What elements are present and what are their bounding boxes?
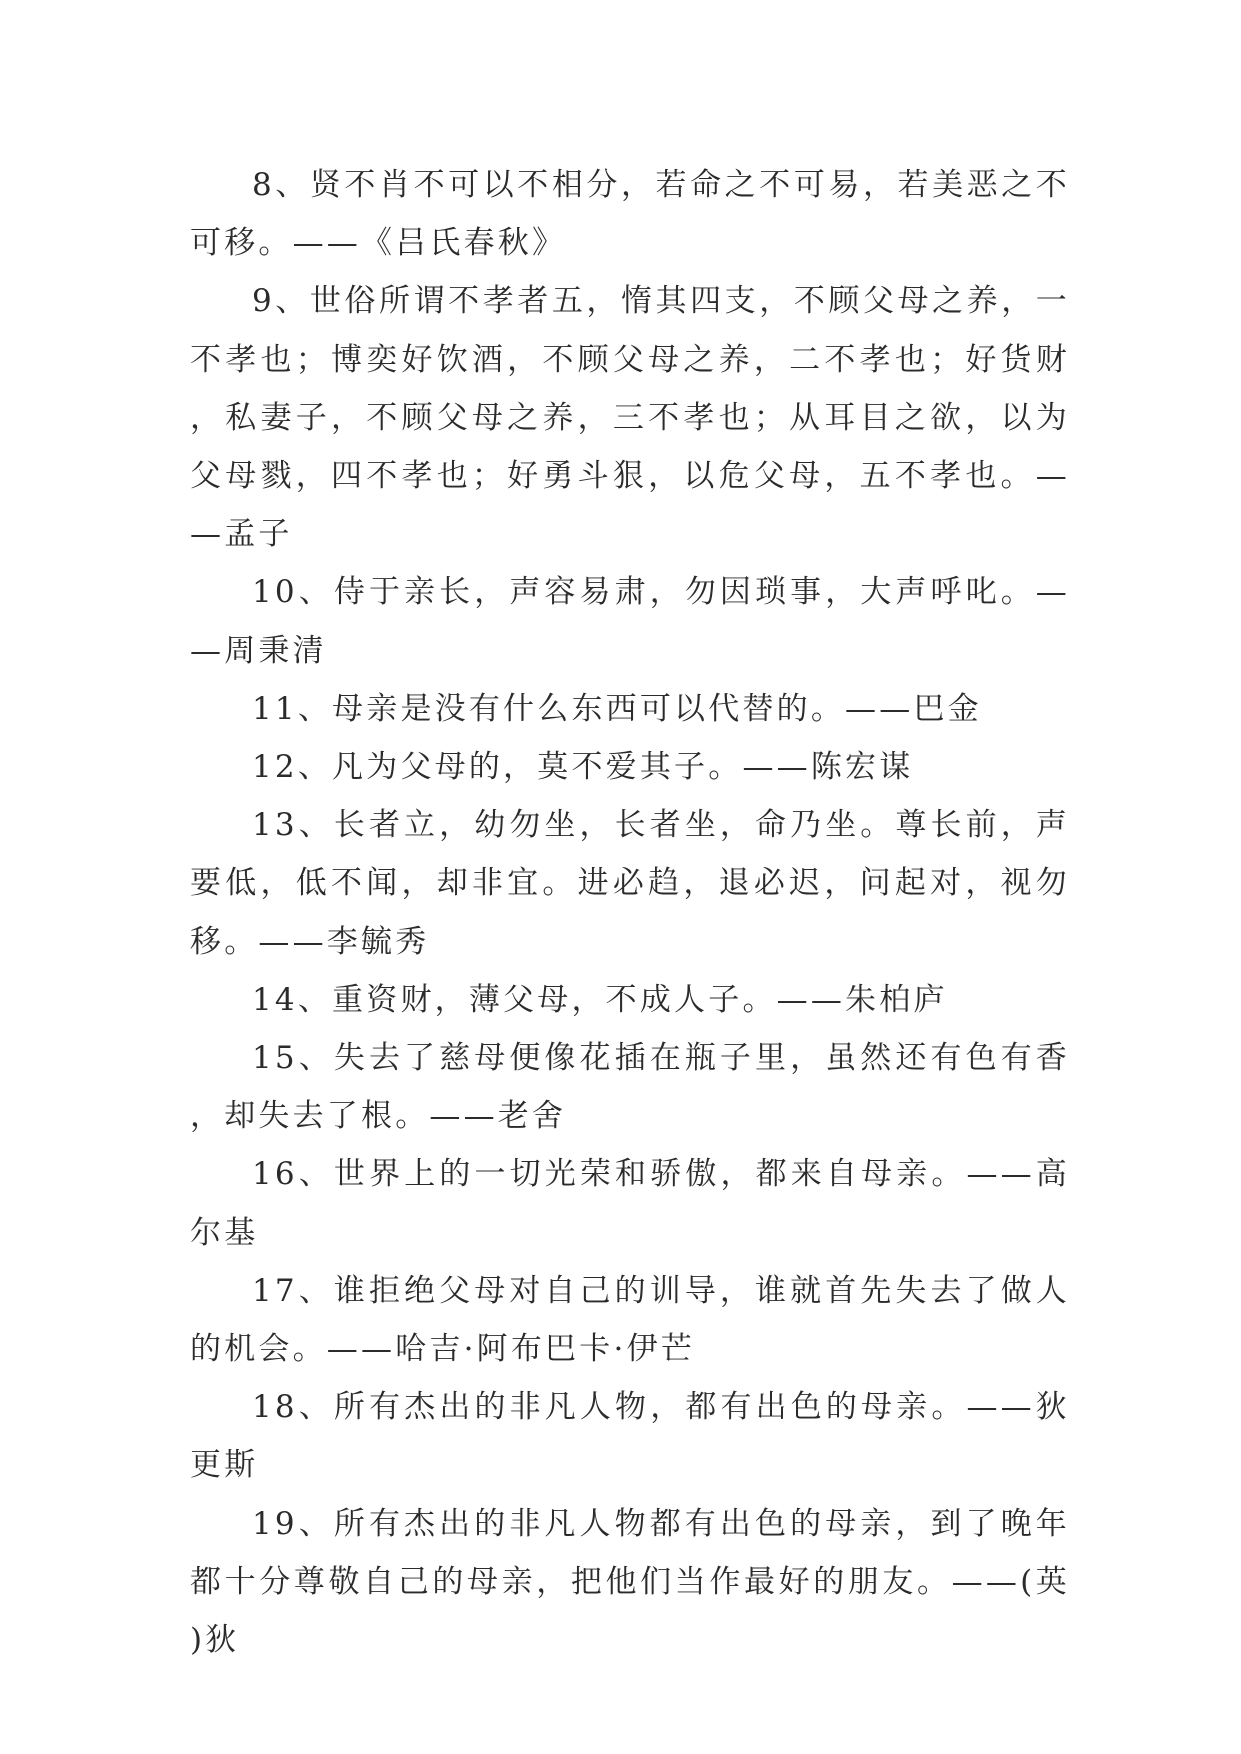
quote-item-12: 12、凡为父母的，莫不爱其子。——陈宏谋 (252, 749, 914, 786)
quote-item-10: 10、侍于亲长，声容易肃，勿因琐事，大声呼叱。——周秉清 (190, 574, 1070, 669)
quote-item-18: 18、所有杰出的非凡人物，都有出色的母亲。——狄更斯 (190, 1389, 1070, 1484)
quote-item-17: 17、谁拒绝父母对自己的训导，谁就首先失去了做人的机会。——哈吉·阿布巴卡·伊芒 (190, 1272, 1070, 1368)
quote-item-11: 11、母亲是没有什么东西可以代替的。——巴金 (252, 690, 982, 727)
quote-item-19: 19、所有杰出的非凡人物都有出色的母亲，到了晚年都十分尊敬自己的母亲，把他们当作最好的朋友。——(英)狄 (190, 1505, 1070, 1659)
quote-item-14: 14、重资财，薄父母，不成人子。——朱柏庐 (252, 981, 948, 1018)
quote-item-16: 16、世界上的一切光荣和骄傲，都来自母亲。——高尔基 (190, 1156, 1070, 1251)
quote-item-13: 13、长者立，幼勿坐，长者坐，命乃坐。尊长前，声要低，低不闻，却非宜。进必趋，退必迟，问起对，视勿移。——李毓秀 (190, 807, 1070, 960)
quote-list (190, 156, 1070, 1669)
quote-item-15: 15、失去了慈母便像花插在瓶子里，虽然还有色有香，却失去了根。——老舍 (190, 1040, 1070, 1135)
quote-item-9: 9、世俗所谓不孝者五，惰其四支，不顾父母之养，一不孝也；博奕好饮酒，不顾父母之养，二不孝也；好货财，私妻子，不顾父母之养，三不孝也；从耳目之欲，以为父母戮，四不孝也；好勇斗狠，以危父母，五不孝也。——孟子 (190, 283, 1070, 553)
quote-item-8: 8、贤不肖不可以不相分，若命之不可易，若美恶之不可移。——《吕氏春秋》 (190, 167, 1070, 262)
